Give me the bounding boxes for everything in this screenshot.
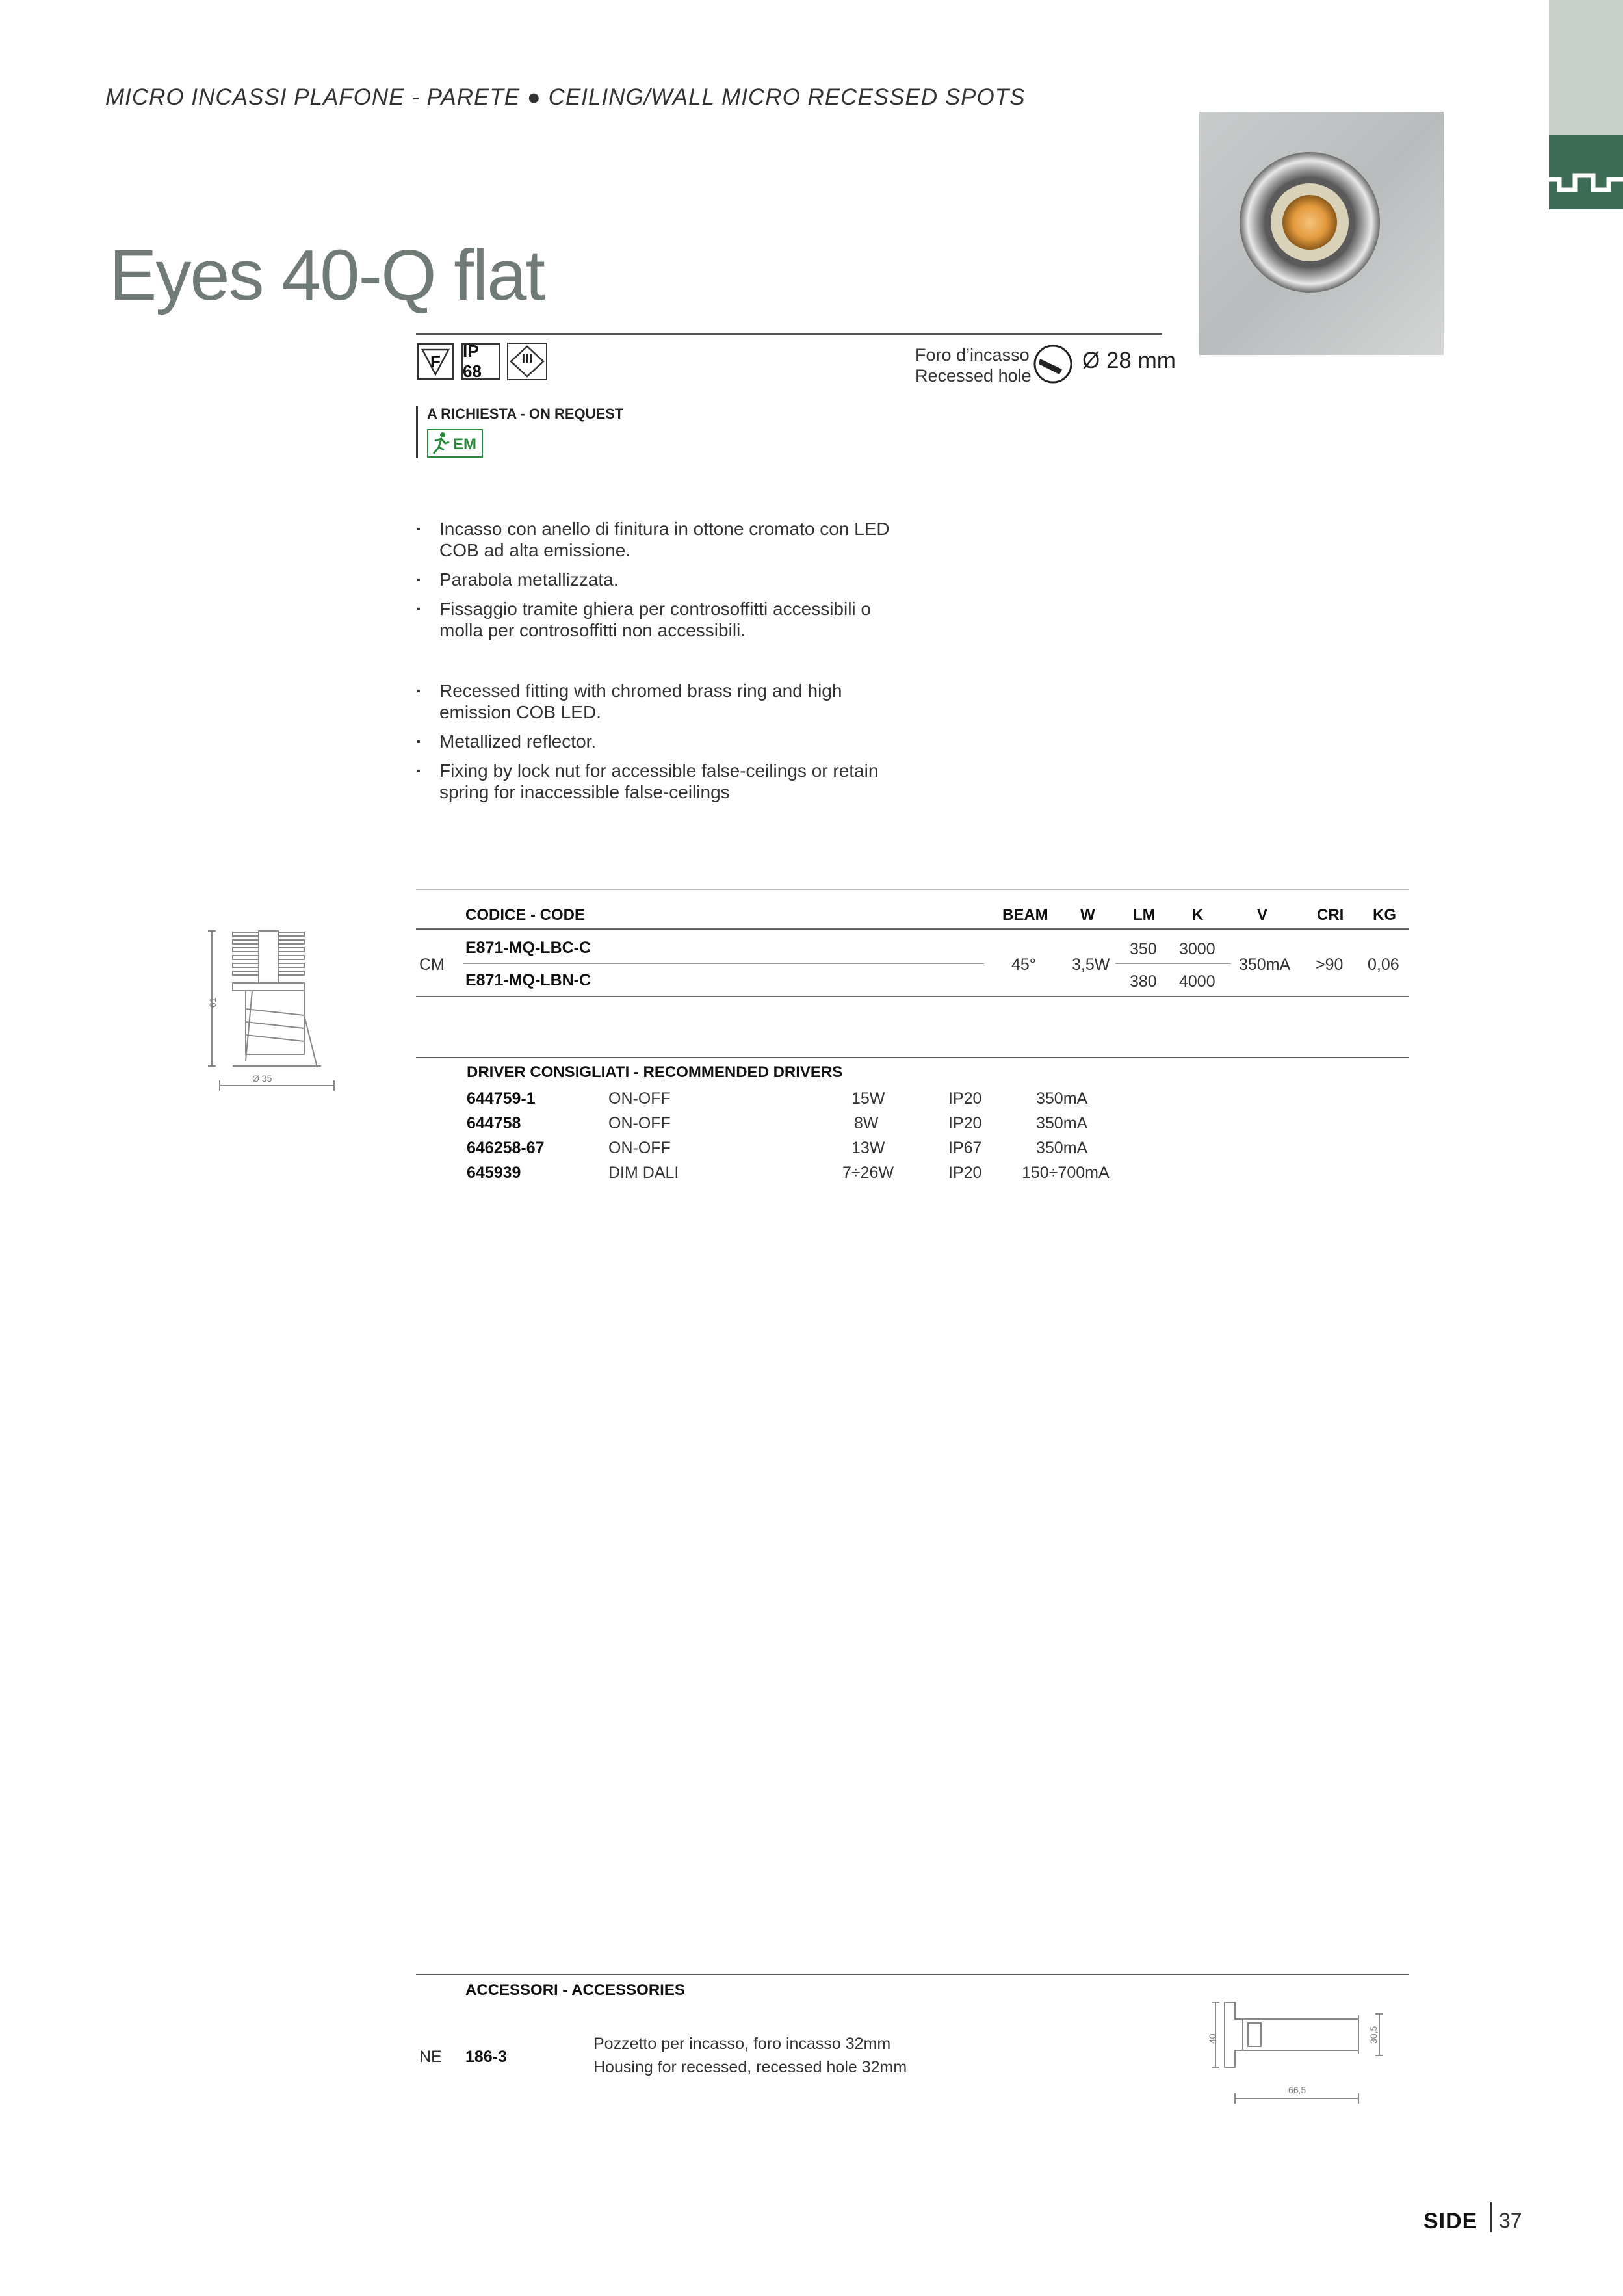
recessed-hole-value: Ø 28 mm	[1082, 348, 1176, 373]
description-it-item: · Incasso con anello di finitura in ottone cromato con LED COB ad alta emissione.	[416, 518, 910, 561]
driver-ip: IP20	[948, 1114, 982, 1132]
driver-code: 645939	[467, 1164, 521, 1182]
drivers-top-rule	[416, 1057, 1409, 1058]
description-en	[416, 680, 910, 811]
table-row-code: E871-MQ-LBC-C	[465, 939, 591, 957]
technical-drawing	[207, 924, 343, 1092]
driver-power: 13W	[851, 1139, 885, 1157]
product-title: Eyes 40-Q flat	[109, 235, 544, 315]
table-k-value: 3000	[1179, 940, 1215, 958]
driver-power: 8W	[854, 1114, 879, 1132]
accessory-height-label: 40	[1207, 2033, 1217, 2044]
driver-type: ON-OFF	[608, 1089, 671, 1108]
recessed-hole-label	[915, 345, 1032, 386]
accessory-drawing	[1209, 1996, 1391, 2106]
driver-code: 644758	[467, 1114, 521, 1132]
recessed-profile-icon	[1549, 135, 1623, 209]
accessory-width-label: 66,5	[1288, 2085, 1306, 2095]
driver-code: 644759-1	[467, 1089, 536, 1108]
product-photo	[1199, 112, 1444, 355]
page-number: 37	[1499, 2209, 1522, 2232]
driver-type: ON-OFF	[608, 1139, 671, 1157]
class-iii-badge	[507, 343, 547, 380]
driver-ip: IP20	[948, 1089, 982, 1108]
table-group-label: CM	[419, 956, 445, 974]
recessed-hole-label-it: Foro d’incasso	[915, 345, 1030, 365]
driver-ip: IP67	[948, 1139, 982, 1157]
recessed-hole-icon	[1032, 343, 1074, 385]
section-tab-icon-area	[1549, 135, 1623, 209]
table-k-value: 4000	[1179, 972, 1215, 991]
table-lm-value: 380	[1130, 972, 1157, 991]
driver-type: ON-OFF	[608, 1114, 671, 1132]
description-it-item: · Fissaggio tramite ghiera per controsoffitti accessibili o molla per controsoffitti non accessibili.	[416, 598, 910, 641]
driver-current: 350mA	[1036, 1089, 1088, 1108]
description-it	[416, 518, 910, 649]
ip-rating-badge: IP 68	[461, 343, 500, 380]
k-header: K	[1192, 906, 1204, 924]
table-cri-value: >90	[1316, 956, 1344, 974]
table-row-code: E871-MQ-LBN-C	[465, 971, 591, 989]
w-header: W	[1080, 906, 1095, 924]
on-request-bar	[416, 406, 418, 458]
table-top-rule	[416, 889, 1409, 890]
running-man-icon	[430, 430, 453, 456]
beam-header: BEAM	[1002, 906, 1048, 924]
driver-ip: IP20	[948, 1164, 982, 1182]
drivers-title: DRIVER CONSIGLIATI - RECOMMENDED DRIVERS	[467, 1063, 843, 1081]
driver-current: 350mA	[1036, 1139, 1088, 1157]
drawing-diameter-label: Ø 35	[252, 1073, 272, 1084]
table-beam-value: 45°	[1011, 956, 1036, 974]
driver-code: 646258-67	[467, 1139, 545, 1157]
code-header: CODICE - CODE	[465, 906, 586, 924]
description-en-item: · Recessed fitting with chromed brass ring and high emission COB LED.	[416, 680, 910, 723]
f-mark-label: F	[430, 351, 441, 371]
v-header: V	[1257, 906, 1268, 924]
accessory-desc-en: Housing for recessed, recessed hole 32mm	[593, 2058, 907, 2076]
accessories-top-rule	[416, 1974, 1409, 1975]
description-en-item: · Metallized reflector.	[416, 731, 910, 752]
table-lm-k-divider	[1115, 963, 1231, 964]
f-mark-badge	[417, 343, 454, 380]
driver-power: 7÷26W	[842, 1164, 894, 1182]
lm-header: LM	[1133, 906, 1156, 924]
accessory-group: NE	[419, 2048, 442, 2066]
drawing-height-label: 61	[207, 997, 218, 1008]
section-header: MICRO INCASSI PLAFONE - PARETE ● CEILING/WALL MICRO RECESSED SPOTS	[105, 85, 1026, 110]
description-it-item: · Parabola metallizzata.	[416, 569, 910, 590]
emergency-label: EM	[453, 436, 476, 453]
table-kg-value: 0,06	[1368, 956, 1399, 974]
class-iii-label: III	[521, 352, 533, 366]
table-bottom-rule	[416, 996, 1409, 997]
driver-power: 15W	[851, 1089, 885, 1108]
table-header-rule	[416, 928, 1409, 930]
accessories-title: ACCESSORI - ACCESSORIES	[465, 1981, 685, 1999]
driver-current: 150÷700mA	[1022, 1164, 1110, 1182]
description-en-item: · Fixing by lock nut for accessible false-ceilings or retain spring for inaccessible false-ceilings	[416, 760, 910, 803]
footer-divider	[1490, 2202, 1492, 2232]
section-tab	[1549, 0, 1623, 135]
table-lm-value: 350	[1130, 940, 1157, 958]
table-row-divider	[463, 963, 984, 964]
table-v-value: 350mA	[1239, 956, 1291, 974]
footer-brand: SIDE	[1423, 2209, 1478, 2234]
on-request-label: A RICHIESTA - ON REQUEST	[427, 406, 624, 422]
driver-type: DIM DALI	[608, 1164, 679, 1182]
emergency-badge	[427, 429, 483, 458]
cri-header: CRI	[1317, 906, 1344, 924]
title-divider	[416, 333, 1162, 335]
table-w-value: 3,5W	[1072, 956, 1110, 974]
recessed-hole-label-en: Recessed hole	[915, 366, 1032, 385]
driver-current: 350mA	[1036, 1114, 1088, 1132]
accessory-desc-it: Pozzetto per incasso, foro incasso 32mm	[593, 2035, 891, 2053]
kg-header: KG	[1373, 906, 1396, 924]
accessory-inner-label: 30,5	[1368, 2026, 1379, 2044]
accessory-code: 186-3	[465, 2048, 507, 2066]
